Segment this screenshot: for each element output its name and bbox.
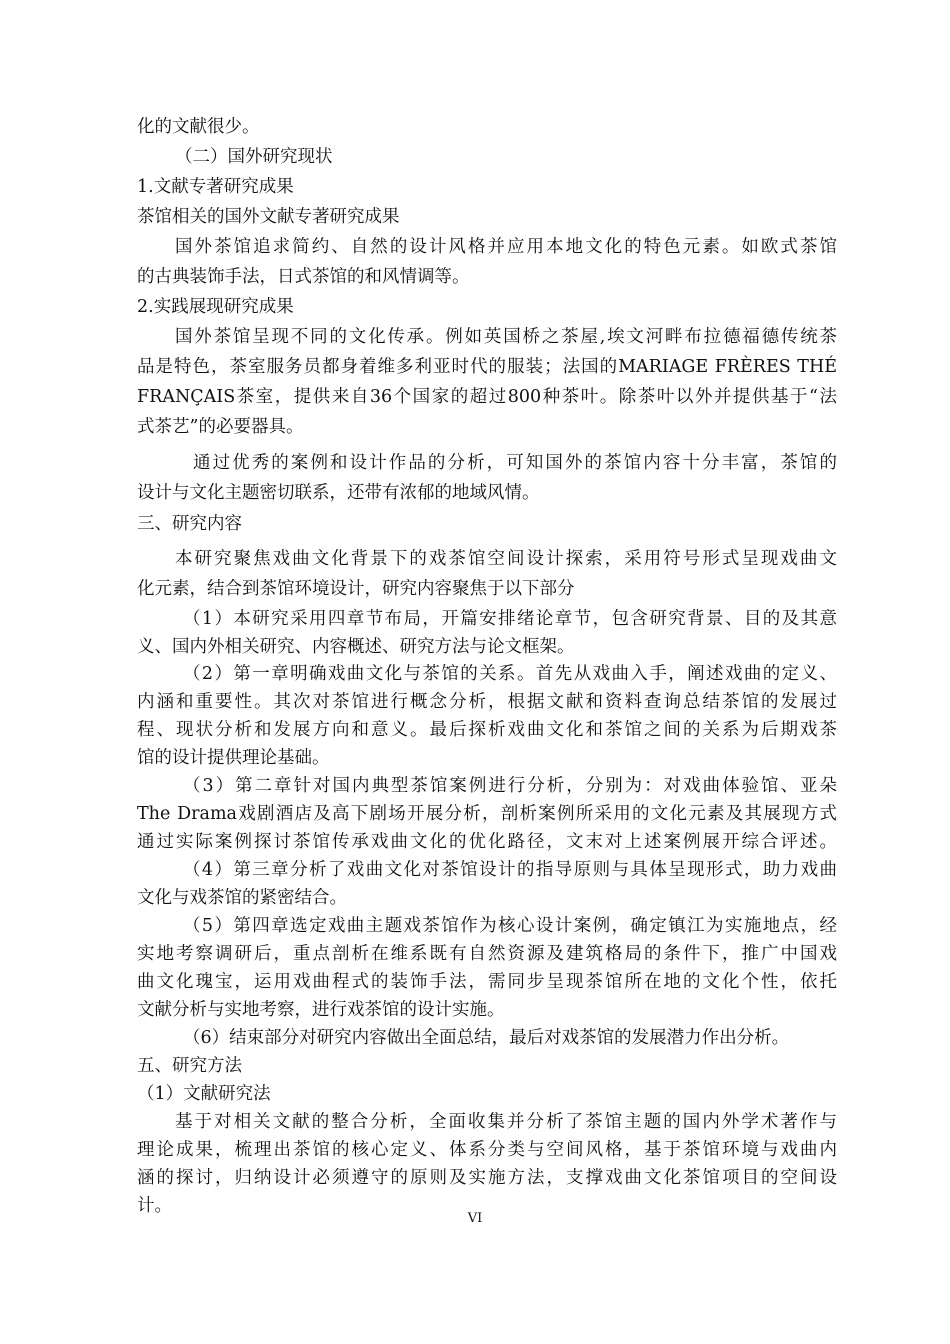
text-line: （3）第二章针对国内典型茶馆案例进行分析，分别为：对戏曲体验馆、亚朵	[183, 776, 837, 796]
text-line: 程、现状分析和发展方向和意义。最后探析戏曲文化和茶馆之间的关系为后期戏茶	[137, 720, 837, 740]
text-line: 通过实际案例探讨茶馆传承戏曲文化的优化路径，文末对上述案例展开综合评述。	[137, 832, 837, 852]
text-line: （5）第四章选定戏曲主题戏茶馆作为核心设计案例，确定镇江为实施地点，经	[183, 916, 837, 936]
text-line: 计。	[137, 1196, 172, 1216]
text-line: 通过优秀的案例和设计作品的分析，可知国外的茶馆内容十分丰富，茶馆的	[193, 453, 837, 473]
text-line: （4）第三章分析了戏曲文化对茶馆设计的指导原则与具体呈现形式，助力戏曲	[183, 860, 837, 880]
text-line: 实地考察调研后，重点剖析在维系既有自然资源及建筑格局的条件下，推广中国戏	[137, 944, 837, 964]
text-line: 式茶艺”的必要器具。	[137, 417, 304, 437]
text-line: 国外茶馆呈现不同的文化传承。例如英国桥之茶屋,埃文河畔布拉德福德传统茶	[175, 327, 837, 347]
text-line: （1）本研究采用四章节布局，开篇安排绪论章节，包含研究背景、目的及其意	[183, 609, 837, 629]
text-line: 设计与文化主题密切联系，还带有浓郁的地域风情。	[137, 483, 540, 503]
section-heading: （二）国外研究现状	[175, 147, 333, 167]
text-line: 文献分析与实地考察，进行戏茶馆的设计实施。	[137, 1000, 505, 1020]
section-heading: 五、研究方法	[137, 1056, 242, 1076]
text-line: FRANÇAIS茶室，提供来自36个国家的超过800种茶叶。除茶叶以外并提供基于“法	[137, 387, 837, 407]
text-line: 理论成果，梳理出茶馆的核心定义、体系分类与空间风格，基于茶馆环境与戏曲内	[137, 1140, 837, 1160]
text-line: The Drama戏剧酒店及高下剧场开展分析，剖析案例所采用的文化元素及其展现方式	[137, 804, 837, 824]
text-line: 品是特色，茶室服务员都身着维多利亚时代的服装；法国的MARIAGE FRÈRES THÉ	[137, 357, 837, 377]
text-line: 文化与戏茶馆的紧密结合。	[137, 888, 347, 908]
text-line: （2）第一章明确戏曲文化与茶馆的关系。首先从戏曲入手，阐述戏曲的定义、	[183, 664, 837, 684]
subsection-heading: （1）文献研究法	[137, 1084, 271, 1104]
text-line: 茶馆相关的国外文献专著研究成果	[137, 207, 400, 227]
text-line: 本研究聚焦戏曲文化背景下的戏茶馆空间设计探索，采用符号形式呈现戏曲文	[175, 549, 837, 569]
text-line: （6）结束部分对研究内容做出全面总结，最后对戏茶馆的发展潜力作出分析。	[183, 1028, 790, 1048]
text-line: 化元素，结合到茶馆环境设计，研究内容聚焦于以下部分	[137, 579, 575, 599]
page-number: VI	[467, 1211, 483, 1226]
text-line: 内涵和重要性。其次对茶馆进行概念分析，根据文献和资料查询总结茶馆的发展过	[137, 692, 837, 712]
text-line: 国外茶馆追求简约、自然的设计风格并应用本地文化的特色元素。如欧式茶馆	[175, 237, 837, 257]
text-line: 化的文献很少。	[137, 117, 260, 137]
text-line: 涵的探讨，归纳设计必须遵守的原则及实施方法，支撑戏曲文化茶馆项目的空间设	[137, 1168, 837, 1188]
text-line: 的古典装饰手法，日式茶馆的和风情调等。	[137, 267, 470, 287]
subsection-heading: 1.文献专著研究成果	[137, 177, 294, 197]
text-line: 义、国内外相关研究、内容概述、研究方法与论文框架。	[137, 637, 575, 657]
text-line: 曲文化瑰宝，运用戏曲程式的装饰手法，需同步呈现茶馆所在地的文化个性，依托	[137, 972, 837, 992]
text-line: 馆的设计提供理论基础。	[137, 748, 330, 768]
subsection-heading: 2.实践展现研究成果	[137, 297, 294, 317]
section-heading: 三、研究内容	[137, 514, 242, 534]
text-line: 基于对相关文献的整合分析，全面收集并分析了茶馆主题的国内外学术著作与	[175, 1112, 837, 1132]
